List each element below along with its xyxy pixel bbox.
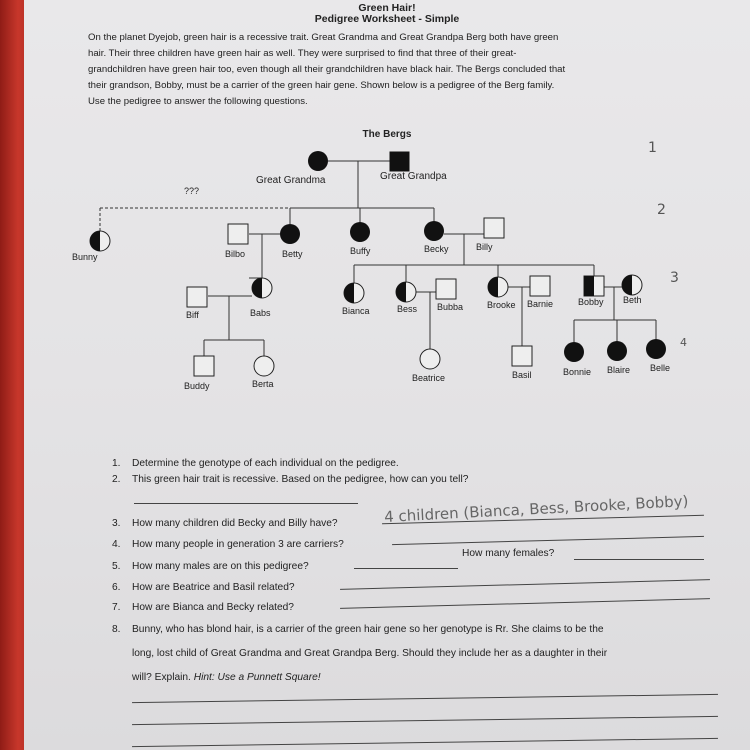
bilbo-symbol — [228, 224, 248, 244]
becky-label: Becky — [424, 244, 449, 254]
worksheet-subtitle: Pedigree Worksheet - Simple — [314, 13, 460, 25]
generation-mark-4: 4 — [680, 336, 687, 349]
becky-symbol — [424, 221, 444, 241]
unknown-relation-label: ??? — [184, 186, 200, 196]
betty-symbol — [280, 224, 300, 244]
handwritten-answer-3: 4 children (Bianca, Bess, Brooke, Bobby) — [383, 492, 689, 526]
answer-blank-2[interactable] — [134, 503, 358, 504]
brooke-label: Brooke — [487, 300, 516, 310]
bunny-carrier-symbol — [90, 231, 110, 251]
intro-line: grandchildren have green hair too, even though all their grandchildren have black hair. The Bergs concluded that — [88, 64, 566, 75]
billy-symbol — [484, 218, 504, 238]
bianca-label: Bianca — [342, 306, 370, 316]
brooke-carrier-symbol — [488, 277, 508, 297]
answer-blank-5-females[interactable] — [574, 559, 704, 560]
answer-line-8b[interactable] — [132, 716, 718, 725]
great-grandma-symbol — [308, 151, 328, 171]
barnie-label: Barnie — [527, 299, 554, 309]
bilbo-label: Bilbo — [225, 249, 246, 259]
question-3: 3. How many children did Becky and Billy have? — [112, 518, 338, 529]
great-grandpa-label: Great Grandpa — [380, 171, 447, 182]
intro-line: hair. Their three children have green hair as well. They were surprised to find that three of their great- — [88, 48, 517, 59]
answer-line-8a[interactable] — [132, 694, 718, 703]
berta-label: Berta — [252, 379, 274, 389]
worksheet-title: Green Hair! — [358, 2, 416, 14]
question-8: 8. Bunny, who has blond hair, is a carrier of the green hair gene so her genotype is Rr. She claims to be the — [112, 624, 604, 635]
question-7: 7. How are Bianca and Becky related? — [112, 602, 294, 613]
intro-line: Use the pedigree to answer the following questions. — [88, 96, 308, 107]
question-2: 2. This green hair trait is recessive. Based on the pedigree, how can you tell? — [112, 474, 469, 485]
answer-line-8c[interactable] — [132, 738, 718, 747]
bobby-carrier-symbol — [584, 276, 604, 296]
generation-mark-2: 2 — [657, 202, 666, 218]
intro-line: their grandson, Bobby, must be a carrier of the green hair gene. Shown below is a pedigree of the Berg family. — [88, 80, 555, 91]
betty-label: Betty — [282, 249, 303, 259]
beatrice-label: Beatrice — [412, 373, 446, 383]
pedigree-title: The Bergs — [362, 129, 412, 140]
bubba-symbol — [436, 279, 456, 299]
answer-blank-5-males[interactable] — [354, 568, 458, 569]
buffy-label: Buffy — [350, 246, 371, 256]
bianca-carrier-symbol — [344, 283, 364, 303]
belle-symbol — [646, 339, 666, 359]
barnie-symbol — [530, 276, 550, 296]
biff-symbol — [187, 287, 207, 307]
buddy-label: Buddy — [184, 381, 210, 391]
beth-carrier-symbol — [622, 275, 642, 295]
question-5: 5. How many males are on this pedigree? — [112, 561, 309, 572]
babs-label: Babs — [250, 308, 271, 318]
bubba-label: Bubba — [437, 302, 464, 312]
worksheet-page — [24, 0, 750, 750]
question-8-line-3: will? Explain. Hint: Use a Punnett Square! — [132, 672, 321, 683]
question-6: 6. How are Beatrice and Basil related? — [112, 582, 295, 593]
answer-blank-6[interactable] — [340, 579, 710, 590]
generation-mark-1: 1 — [648, 140, 657, 156]
basil-label: Basil — [512, 370, 532, 380]
intro-line: On the planet Dyejob, green hair is a recessive trait. Great Grandma and Great Grandpa Berg both have green — [88, 32, 559, 43]
berta-symbol — [254, 356, 274, 376]
buffy-symbol — [350, 222, 370, 242]
blaire-symbol — [607, 341, 627, 361]
biff-label: Biff — [186, 310, 199, 320]
blaire-label: Blaire — [607, 365, 631, 375]
bonnie-symbol — [564, 342, 584, 362]
question-1: 1. Determine the genotype of each individual on the pedigree. — [112, 458, 399, 469]
question-5-females: How many females? — [462, 548, 555, 559]
pedigree-chart — [24, 0, 750, 420]
generation-mark-3: 3 — [670, 270, 679, 286]
question-4: 4. How many people in generation 3 are carriers? — [112, 539, 344, 550]
babs-carrier-symbol — [252, 278, 272, 298]
bess-carrier-symbol — [396, 282, 416, 302]
bobby-label: Bobby — [578, 297, 604, 307]
great-grandpa-symbol — [390, 152, 409, 171]
belle-label: Belle — [650, 363, 671, 373]
basil-symbol — [512, 346, 532, 366]
bess-label: Bess — [397, 304, 418, 314]
answer-blank-4[interactable] — [392, 536, 704, 545]
beth-label: Beth — [623, 295, 642, 305]
bonnie-label: Bonnie — [563, 367, 592, 377]
bunny-label: Bunny — [72, 252, 98, 262]
answer-blank-7[interactable] — [340, 598, 710, 609]
billy-label: Billy — [476, 242, 493, 252]
question-8-line-2: long, lost child of Great Grandma and Great Grandpa Berg. Should they include her as a daughter in their — [132, 648, 608, 659]
buddy-symbol — [194, 356, 214, 376]
beatrice-symbol — [420, 349, 440, 369]
great-grandma-label: Great Grandma — [256, 175, 326, 186]
